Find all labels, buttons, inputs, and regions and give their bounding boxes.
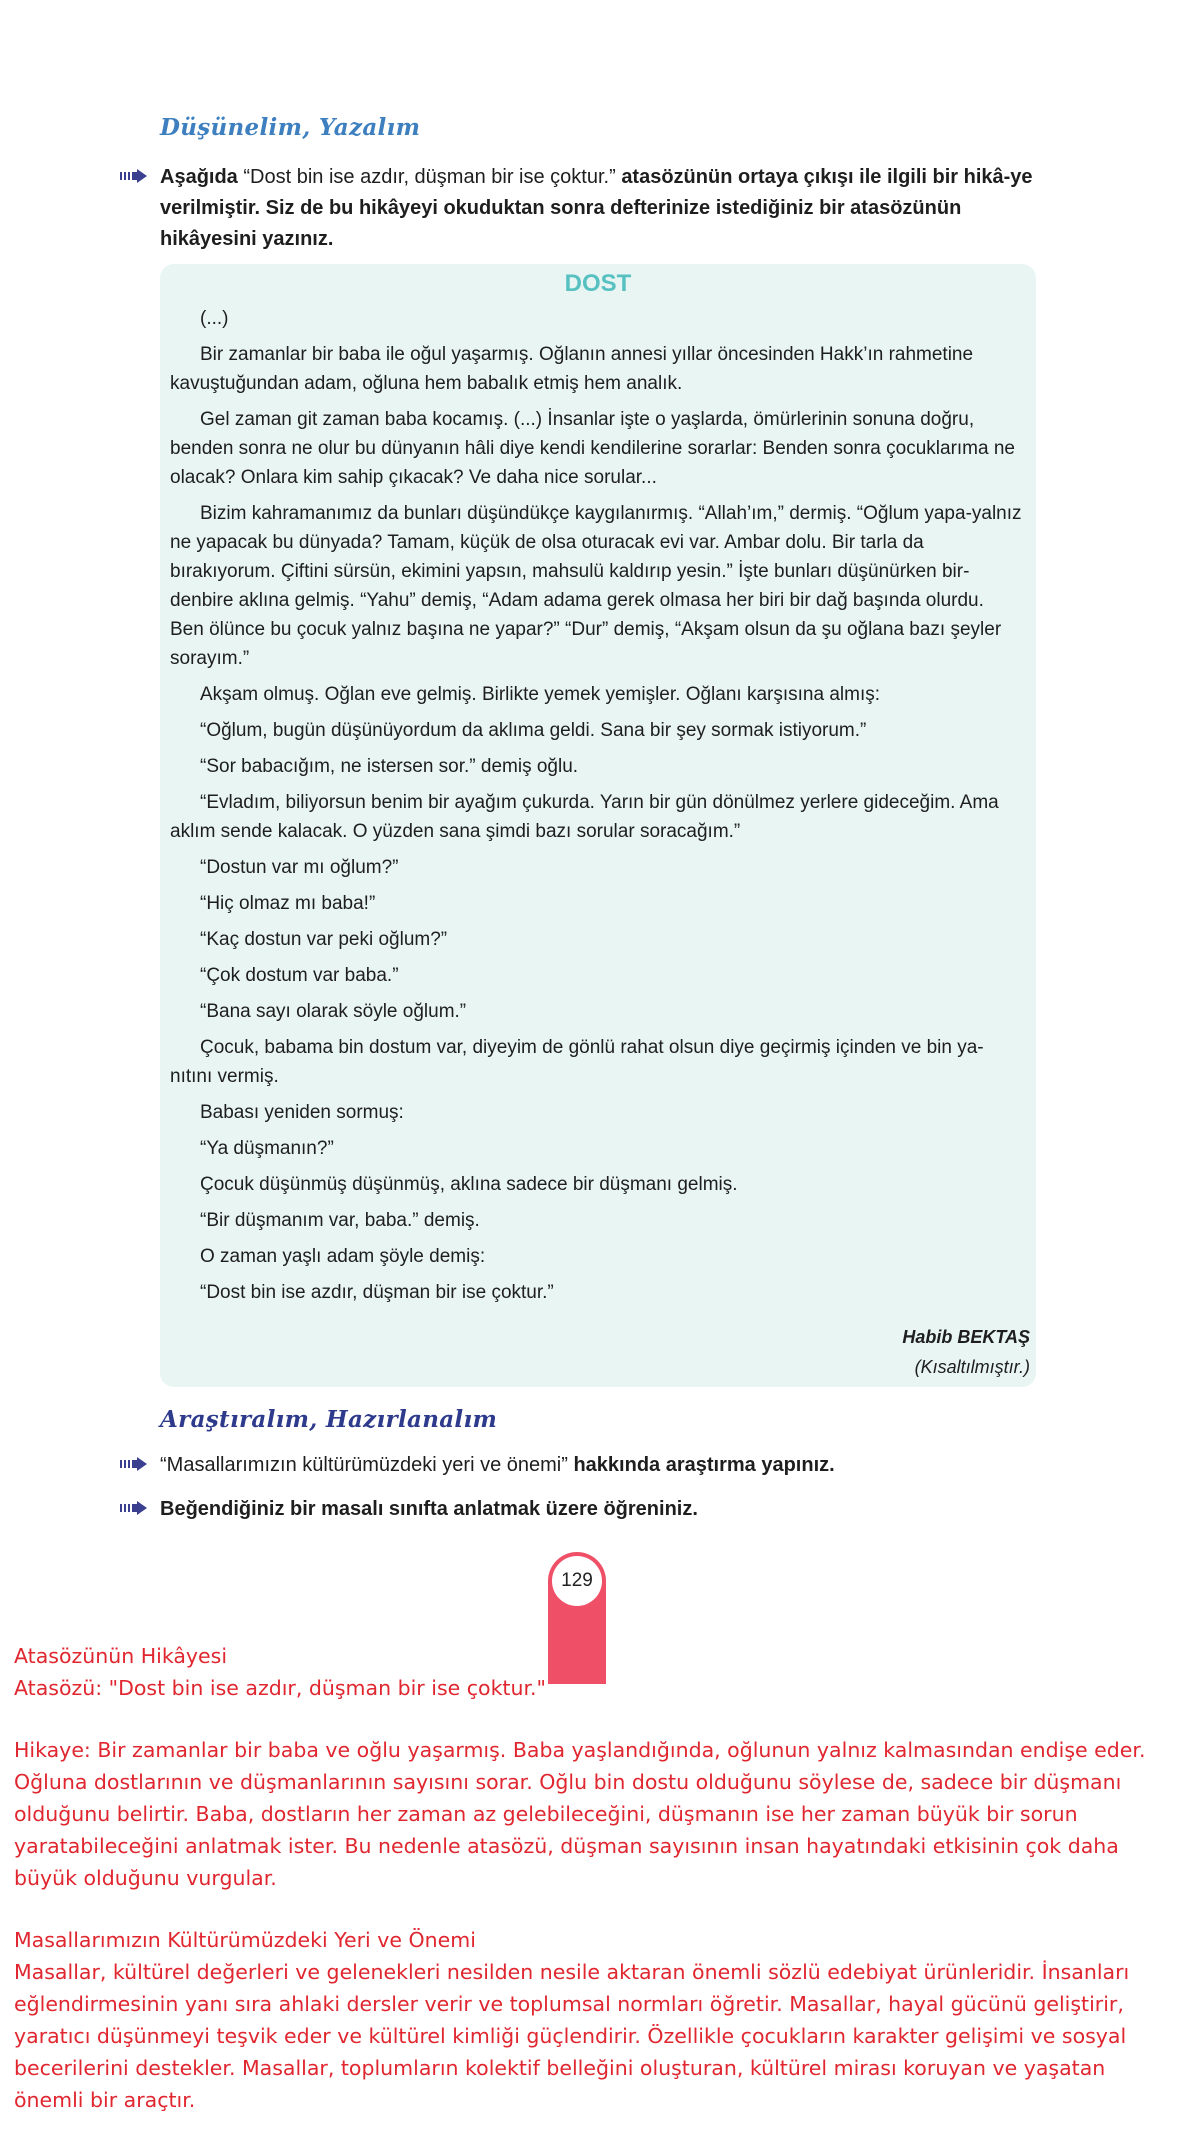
research-task [160,1450,1040,1481]
answer-line: Atasözü: "Dost bin ise azdır, düşman bir ise çoktur." [14,1676,546,1700]
story-paragraph: “Bana sayı olarak söyle oğlum.” [200,1001,467,1022]
page-number: 129 [552,1556,602,1606]
arrow-bullet-icon [120,1501,148,1515]
story-note: (Kısaltılmıştır.) [914,1357,1030,1377]
section-heading-arastiralim: Araştıralım, Hazırlanalım [160,1406,498,1433]
instruction-bold-lead: Aşağıda [160,166,238,188]
story-paragraph: (...) [200,308,229,329]
story-paragraph: Çocuk, babama bin dostum var, diyeyim de gönlü rahat olsun diye geçirmiş içinden ve bin ya-nıtını vermiş. [170,1037,984,1087]
answer-line: yaratabileceğini anlatmak ister. Bu nedenle atasözü, düşman sayısının insan hayatındaki etkisinin çok daha [14,1834,1119,1858]
story-paragraph: O zaman yaşlı adam şöyle demiş: [200,1246,486,1267]
instruction-bold-rest: atasözünün ortaya çıkışı ile ilgili bir hikâ-ye verilmiştir. Siz de bu hikâyeyi okuduktan sonra defterinize istediğiniz bir atasözünün hikâyesini yazınız. [160,166,1033,250]
answer-line: yaratıcı düşünmeyi teşvik eder ve kültürel kimliği güçlendirir. Özellikle çocukların karakter gelişimi ve sosyal [14,2024,1127,2048]
story-paragraph: “Hiç olmaz mı baba!” [200,893,376,914]
answer-line: olduğunu belirtir. Baba, dostların her zaman az gelebileceğini, düşmanın ise her zaman büyük bir sorun [14,1802,1078,1826]
answer-gap [14,1894,1180,1924]
answer-line: Masallar, kültürel değerleri ve gelenekleri nesilden nesile aktaran önemli sözlü edebiyat ürünleridir. İnsanları [14,1960,1130,1984]
story-paragraph: “Dostun var mı oğlum?” [200,857,399,878]
arrow-bullet-icon [120,1457,148,1471]
story-box [160,264,1036,1387]
tale-task-text: Beğendiğiniz bir masalı sınıfta anlatmak üzere öğreniniz. [160,1498,698,1520]
story-paragraph: Akşam olmuş. Oğlan eve gelmiş. Birlikte yemek yemişler. Oğlanı karşısına almış: [200,684,881,705]
story-title: DOST [564,270,632,297]
answer-line: Masallarımızın Kültürümüzdeki Yeri ve Önemi [14,1928,476,1952]
answer-line: Atasözünün Hikâyesi [14,1644,228,1668]
story-paragraph: Gel zaman git zaman baba kocamış. (...) İnsanlar işte o yaşlarda, ömürlerinin sonuna doğru, benden sonra ne olur bu dünyanın hâli diye kendi kendilerine sorarlar: Benden sonra çocuklarıma ne olacak? Onlara kim sahip çıkacak? Ve daha nice sorular... [170,409,1015,488]
instruction-text [160,162,1040,255]
story-paragraph: Bizim kahramanımız da bunları düşündükçe kaygılanırmış. “Allah’ım,” dermiş. “Oğlum yapa-yalnız ne yapacak bu dünyada? Tamam, küçük de olsa oturacak evi var. Ambar dolu. Bir tarla da bırakıyorum. Çiftini sürsün, ekimini yapsın, mahsulü kaldırıp yesin.” İşte bunları düşünürken bir-denbire aklına gelmiş. “Yahu” demiş, “Adam adama gerek olmasa her biri bir dağ başında olurdu. Ben ölünce bu çocuk yalnız başına ne yapar?” “Dur” demiş, “Akşam olsun da şu oğlana bazı şeyler sorayım.” [170,503,1022,669]
story-paragraph: “Evladım, biliyorsun benim bir ayağım çukurda. Yarın bir gün dönülmez yerlere gideceğim. Ama aklım sende kalacak. O yüzden sana şimdi bazı sorular soracağım.” [170,792,999,842]
instruction-quote: “Dost bin ise azdır, düşman bir ise çoktur.” [237,166,622,188]
story-paragraph: “Bir düşmanım var, baba.” demiş. [200,1210,480,1231]
story-body [170,304,1022,1314]
research-task-rest: hakkında araştırma yapınız. [567,1454,835,1476]
story-paragraph: Bir zamanlar bir baba ile oğul yaşarmış. Oğlanın annesi yıllar öncesinden Hakk’ın rahmetine kavuştuğundan adam, oğluna hem babalık etmiş hem analık. [170,344,974,394]
story-author: Habib BEKTAŞ [902,1327,1030,1347]
story-paragraph: “Ya düşmanın?” [200,1138,334,1159]
story-paragraph: “Çok dostum var baba.” [200,965,399,986]
story-paragraph: Çocuk düşünmüş düşünmüş, aklına sadece bir düşmanı gelmiş. [200,1174,738,1195]
tale-task [160,1494,1040,1525]
answer-gap [14,1704,1180,1734]
story-paragraph: “Dost bin ise azdır, düşman bir ise çoktur.” [200,1282,554,1303]
arrow-bullet-icon [120,169,148,183]
story-paragraph: “Kaç dostun var peki oğlum?” [200,929,448,950]
research-task-quote: “Masallarımızın kültürümüzdeki yeri ve önemi” [160,1454,568,1476]
story-paragraph: “Sor babacığım, ne istersen sor.” demiş oğlu. [200,756,579,777]
answer-line: eğlendirmesinin yanı sıra ahlaki dersler verir ve toplumsal normları öğretir. Masallar, hayal gücünü geliştirir, [14,1992,1124,2016]
answer-line: önemli bir araçtır. [14,2088,196,2112]
answer-line: becerilerini destekler. Masallar, toplumların kolektif belleğini oluşturan, kültürel mirası koruyan ve yaşatan [14,2056,1106,2080]
answer-line: büyük olduğunu vurgular. [14,1866,277,1890]
story-paragraph: Babası yeniden sormuş: [200,1102,404,1123]
answer-line: Hikaye: Bir zamanlar bir baba ve oğlu yaşarmış. Baba yaşlandığında, oğlunun yalnız kalmasından endişe eder. [14,1738,1146,1762]
section-heading-dusunelim: Düşünelim, Yazalım [160,114,421,141]
answer-line: Oğluna dostlarının ve düşmanlarının sayısını sorar. Oğlu bin dostu olduğunu söylese de, sadece bir düşmanı [14,1770,1122,1794]
story-paragraph: “Oğlum, bugün düşünüyordum da aklıma geldi. Sana bir şey sormak istiyorum.” [200,720,867,741]
answer-text [14,1640,1180,2116]
